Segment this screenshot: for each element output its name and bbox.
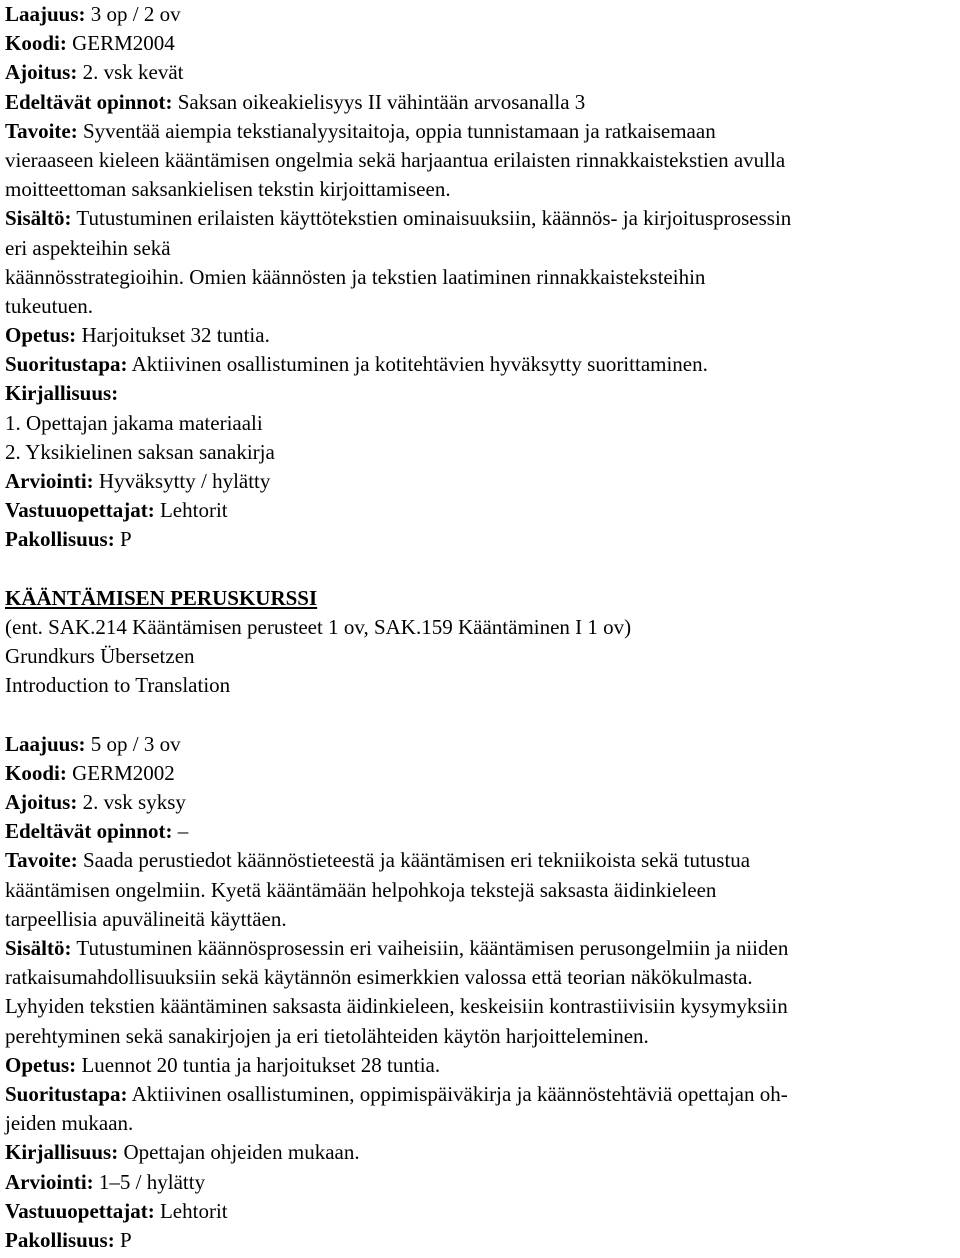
sisalto-line: Tutustuminen käännösprosessin eri vaiheisiin, kääntämisen perusongelmiin ja niiden bbox=[76, 936, 789, 960]
kirjallisuus-item: 1. Opettajan jakama materiaali bbox=[5, 410, 263, 435]
laajuus-label: Laajuus: bbox=[5, 731, 86, 756]
suoritustapa-line: jeiden mukaan. bbox=[5, 1111, 134, 1136]
kirjallisuus-label: Kirjallisuus: bbox=[5, 1140, 119, 1165]
sisalto-line: Lyhyiden tekstien kääntäminen saksasta äidinkieleen, keskeisiin kontrastiivisiin kysymyksiin bbox=[5, 994, 788, 1019]
suoritustapa-row bbox=[5, 350, 957, 379]
opetus-label: Opetus: bbox=[5, 323, 77, 348]
course-title: KÄÄNTÄMISEN PERUSKURSSI bbox=[5, 585, 318, 610]
laajuus-value: 3 op / 2 ov bbox=[90, 2, 181, 26]
sisalto-label: Sisältö: bbox=[5, 206, 72, 231]
former-codes: (ent. SAK.214 Kääntämisen perusteet 1 ov, SAK.159 Kääntäminen I 1 ov) bbox=[5, 614, 632, 639]
tavoite-label: Tavoite: bbox=[5, 848, 78, 873]
ajoitus-row bbox=[5, 58, 957, 87]
pakollisuus-row bbox=[5, 525, 957, 554]
tavoite-line: kääntämisen ongelmiin. Kyetä kääntämään helpohkoja tekstejä saksasta äidinkieleen bbox=[5, 877, 717, 902]
edeltavat-value: – bbox=[177, 819, 189, 844]
sisalto-row bbox=[5, 204, 957, 233]
tavoite-line: Saada perustiedot käännöstieteestä ja kääntämisen eri tekniikoista sekä tutustua bbox=[82, 848, 751, 873]
ajoitus-value: 2. vsk syksy bbox=[82, 790, 186, 815]
tavoite-row bbox=[5, 846, 957, 875]
tavoite-label: Tavoite: bbox=[5, 118, 78, 143]
section-spacer bbox=[5, 555, 957, 584]
suoritustapa-line: Aktiivinen osallistuminen, oppimispäiväkirja ja käännöstehtäviä opettajan oh- bbox=[131, 1081, 788, 1106]
koodi-value: GERM2002 bbox=[72, 760, 175, 785]
arviointi-label: Arviointi: bbox=[5, 469, 94, 493]
laajuus-label: Laajuus: bbox=[5, 2, 86, 26]
arviointi-value: Hyväksytty / hylätty bbox=[98, 469, 271, 493]
pakollisuus-row bbox=[5, 1226, 957, 1255]
course-title-row bbox=[5, 584, 957, 613]
kirjallisuus-row bbox=[5, 1138, 957, 1167]
vastuuopettajat-row bbox=[5, 496, 957, 525]
pakollisuus-value: P bbox=[119, 527, 132, 552]
koodi-row bbox=[5, 759, 957, 788]
pakollisuus-value: P bbox=[119, 1227, 132, 1252]
arviointi-row bbox=[5, 467, 957, 496]
vastuuopettajat-label: Vastuuopettajat: bbox=[5, 498, 155, 523]
arviointi-label: Arviointi: bbox=[5, 1169, 94, 1194]
edeltavat-row bbox=[5, 817, 957, 846]
sisalto-line: Tutustuminen erilaisten käyttötekstien ominaisuuksiin, käännös- ja kirjoitusprosessin bbox=[76, 206, 792, 231]
vastuuopettajat-row bbox=[5, 1197, 957, 1226]
edeltavat-value: Saksan oikeakielisyys II vähintään arvosanalla 3 bbox=[177, 89, 586, 114]
laajuus-value: 5 op / 3 ov bbox=[90, 731, 181, 756]
koodi-row bbox=[5, 29, 957, 58]
document-page bbox=[5, 0, 957, 1255]
pakollisuus-label: Pakollisuus: bbox=[5, 1227, 115, 1252]
tavoite-row bbox=[5, 117, 957, 146]
opetus-row bbox=[5, 321, 957, 350]
vastuuopettajat-value: Lehtorit bbox=[159, 1198, 228, 1223]
tavoite-line: moitteettoman saksankielisen tekstin kirjoittamiseen. bbox=[5, 177, 451, 202]
suoritustapa-value: Aktiivinen osallistuminen ja kotitehtävien hyväksytty suorittaminen. bbox=[131, 352, 708, 377]
ajoitus-row bbox=[5, 788, 957, 817]
tavoite-line: Syventää aiempia tekstianalyysitaitoja, oppia tunnistamaan ja ratkaisemaan bbox=[82, 118, 716, 143]
ajoitus-label: Ajoitus: bbox=[5, 790, 78, 815]
sisalto-line: eri aspekteihin sekä bbox=[5, 235, 171, 260]
tavoite-line: tarpeellisia apuvälineitä käyttäen. bbox=[5, 906, 287, 931]
english-title: Introduction to Translation bbox=[5, 673, 231, 698]
sisalto-label: Sisältö: bbox=[5, 936, 72, 960]
german-title: Grundkurs Übersetzen bbox=[5, 644, 195, 669]
laajuus-row bbox=[5, 730, 957, 759]
opetus-value: Luennot 20 tuntia ja harjoitukset 28 tuntia. bbox=[81, 1052, 441, 1077]
vastuuopettajat-label: Vastuuopettajat: bbox=[5, 1198, 155, 1223]
koodi-label: Koodi: bbox=[5, 760, 67, 785]
opetus-label: Opetus: bbox=[5, 1052, 77, 1077]
kirjallisuus-item: 2. Yksikielinen saksan sanakirja bbox=[5, 439, 275, 464]
sisalto-line: tukeutuen. bbox=[5, 293, 94, 318]
kirjallisuus-label: Kirjallisuus: bbox=[5, 381, 119, 406]
opetus-row bbox=[5, 1051, 957, 1080]
sisalto-line: perehtyminen sekä sanakirjojen ja eri tietolähteiden käytön harjoitteleminen. bbox=[5, 1023, 649, 1048]
course-1 bbox=[5, 0, 957, 555]
kirjallisuus-value: Opettajan ohjeiden mukaan. bbox=[123, 1140, 360, 1165]
laajuus-row bbox=[5, 0, 957, 29]
sisalto-line: ratkaisumahdollisuuksiin sekä käytännön esimerkkien valossa että teorian näkökulmasta. bbox=[5, 965, 753, 990]
arviointi-value: 1–5 / hylätty bbox=[98, 1169, 206, 1194]
pakollisuus-label: Pakollisuus: bbox=[5, 527, 115, 552]
opetus-value: Harjoitukset 32 tuntia. bbox=[81, 323, 270, 348]
edeltavat-label: Edeltävät opinnot: bbox=[5, 89, 173, 114]
kirjallisuus-row bbox=[5, 379, 957, 408]
sisalto-line: käännösstrategioihin. Omien käännösten ja tekstien laatiminen rinnakkaisteksteihin bbox=[5, 264, 706, 289]
vastuuopettajat-value: Lehtorit bbox=[159, 498, 228, 523]
ajoitus-value: 2. vsk kevät bbox=[82, 60, 184, 85]
tavoite-line: vieraaseen kieleen kääntämisen ongelmia sekä harjaantua erilaisten rinnakkaistekstien avulla bbox=[5, 147, 786, 172]
course-2 bbox=[5, 584, 957, 1255]
title-spacer bbox=[5, 701, 957, 730]
suoritustapa-row bbox=[5, 1080, 957, 1109]
edeltavat-label: Edeltävät opinnot: bbox=[5, 819, 173, 844]
suoritustapa-label: Suoritustapa: bbox=[5, 352, 128, 377]
arviointi-row bbox=[5, 1168, 957, 1197]
suoritustapa-label: Suoritustapa: bbox=[5, 1081, 128, 1106]
koodi-label: Koodi: bbox=[5, 31, 67, 56]
koodi-value: GERM2004 bbox=[72, 31, 175, 56]
ajoitus-label: Ajoitus: bbox=[5, 60, 78, 85]
sisalto-row bbox=[5, 934, 957, 963]
edeltavat-row bbox=[5, 88, 957, 117]
